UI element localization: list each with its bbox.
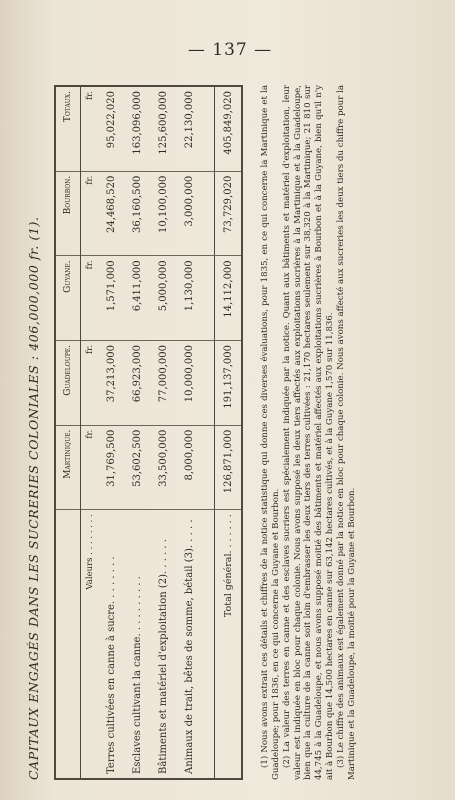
total-cell: 191,137,000 (215, 340, 243, 425)
header-martinique: Martinique. (55, 425, 81, 510)
table-cell: 53,602,500 (124, 425, 150, 510)
header-bourbon: Bourbon. (55, 171, 81, 256)
table-cell: 37,213,000 (98, 340, 124, 425)
header-totaux: Totaux. (55, 86, 81, 171)
table-cell: 6,411,000 (124, 256, 150, 341)
table-cell: 125,600,000 (150, 86, 176, 171)
valeurs-label: Valeurs . . . . . . . . (81, 510, 99, 779)
table-cell: 3,000,000 (176, 171, 202, 256)
row-label: Terres cultivées en canne à sucre. . . . . . . . (98, 510, 124, 779)
page-number: — 137 — (187, 40, 273, 60)
table-cell: 31,769,500 (98, 425, 124, 510)
unit-cell: fr. (81, 425, 99, 510)
table-row (150, 86, 176, 779)
unit-cell: fr. (81, 86, 99, 171)
footnote: (2) La valeur des terres en canne et des esclaves sucriers est spécialement indiquée par la notice. Quant aux bâtiments et matériel d'exploitation, leur valeur est indiquée en bloc pour chaque colonie. Nous avons supposé les deux tiers affectés aux exploitations sucrières à la Martinique et à la Guadeloupe, bien que la culture de la canne soit loin d'embrasser les deux tiers des terres cultivées : 21,170 hectares seulement sur 38,320 à la Martinique; 21 810 sur 44,745 à la Guadeloupe, et nous avons supposé moitié des bâtiments et matériel affectés aux exploitations sucrières à Bourbon et à la Guyane, bien qu'il n'y ait à Bourbon que 14,500 hectares en canne sur 63,142 hectares cultivés, et à la Guyane 1,570 sur 11,836. (282, 85, 335, 780)
table-cell: 1,571,000 (98, 256, 124, 341)
footnote: (1) Nous avons extrait ces détails et chiffres de la notice statistique qui donne ces diverses évaluations, pour 1835, en ce qui concerne la Martinique et la Guadeloupe; pour 1836, en ce qui concerne la Guyane et Bourbon. (260, 85, 281, 780)
header-guadeloupe: Guadeloupe. (55, 340, 81, 425)
total-cell: 405,849,020 (215, 86, 243, 171)
table-title: CAPITAUX ENGAGÉS DANS LES SUCRERIES COLONIALES : 406,000,000 fr. (1). (26, 216, 41, 780)
rotated-content-holder (20, 70, 400, 790)
row-label: Bâtiments et matériel d'exploitation (2). . . . . . (150, 510, 176, 779)
footnote: (3) Le chiffre des animaux est également donné par la notice en bloc pour chaque colonie. Nous avons affecté aux sucreries les deux tiers du chiffre pour la Martinique et la Guadeloupe, la moitié pour la Guyane et Bourbon. (336, 85, 357, 780)
unit-cell: fr. (81, 256, 99, 341)
footnotes (260, 85, 358, 780)
table-header-row (55, 86, 81, 779)
table-cell: 10,100,000 (150, 171, 176, 256)
row-label: Esclaves cultivant la canne. . . . . . . . . . (124, 510, 150, 779)
total-label: Total général. . . . . . . (215, 510, 243, 779)
total-row (215, 86, 243, 779)
header-guyane: Guyane. (55, 256, 81, 341)
unit-cell: fr. (81, 171, 99, 256)
unit-row (81, 86, 99, 779)
table-cell: 8,000,000 (176, 425, 202, 510)
table-cell: 5,000,000 (150, 256, 176, 341)
table-cell: 66,923,000 (124, 340, 150, 425)
table-cell: 1,130,000 (176, 256, 202, 341)
table-cell: 10,000,000 (176, 340, 202, 425)
table-cell: 22,130,000 (176, 86, 202, 171)
table-cell: 163,096,000 (124, 86, 150, 171)
total-cell: 126,871,000 (215, 425, 243, 510)
table-row (176, 86, 202, 779)
total-cell: 14,112,000 (215, 256, 243, 341)
table-cell: 24,468,520 (98, 171, 124, 256)
table-row (124, 86, 150, 779)
unit-cell: fr. (81, 340, 99, 425)
capitals-table (54, 85, 243, 780)
spacer-row (202, 86, 215, 779)
table-cell: 77,000,000 (150, 340, 176, 425)
row-label: Animaux de trait, bêtes de somme, bétail (3). . . . . (176, 510, 202, 779)
table-cell: 33,500,000 (150, 425, 176, 510)
total-cell: 73,729,020 (215, 171, 243, 256)
table-cell: 36,160,500 (124, 171, 150, 256)
rotated-content (20, 70, 400, 790)
header-label (55, 510, 81, 779)
table-row (98, 86, 124, 779)
table-cell: 95,022,020 (98, 86, 124, 171)
